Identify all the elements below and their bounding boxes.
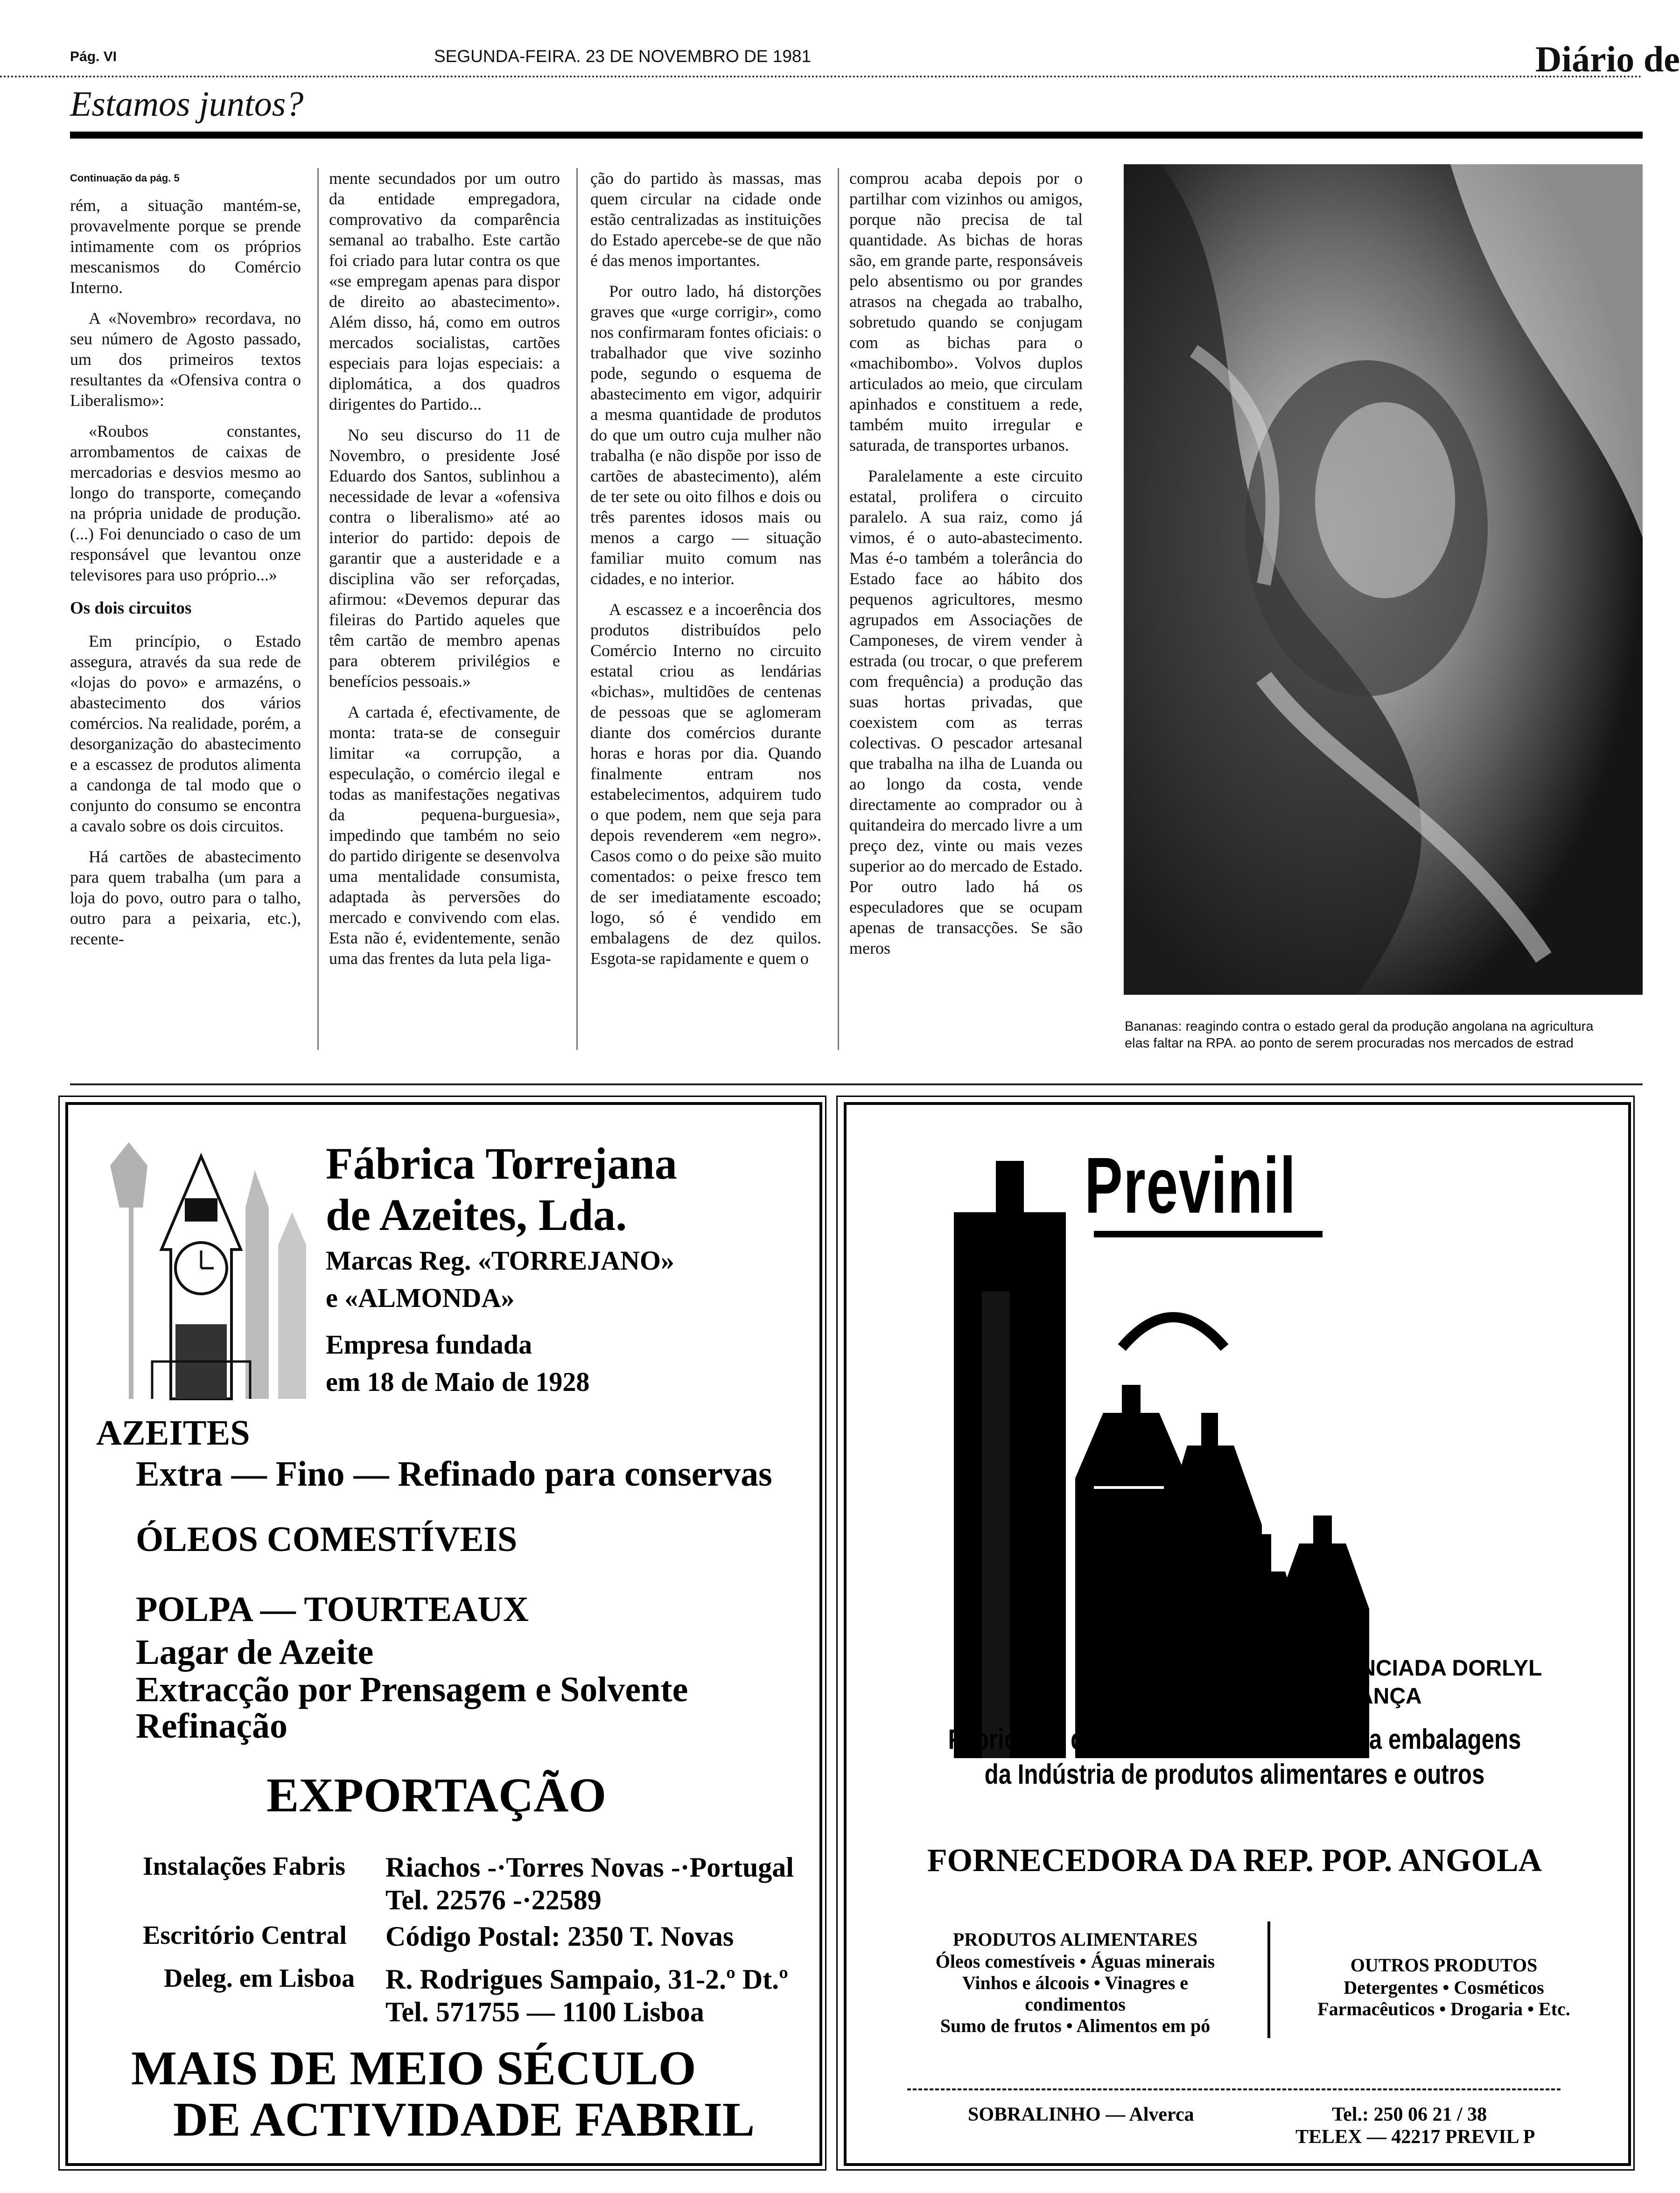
extraccao-line: Extracção por Prensagem e Solvente	[136, 1670, 688, 1709]
column-rule	[576, 168, 578, 1050]
article-column-3	[590, 168, 821, 1055]
newspaper-logo: Diário de	[1535, 39, 1680, 79]
alimentares-line: Óleos comestíveis • Águas minerais	[935, 1951, 1215, 1972]
paragraph: A cartada é, efectivamente, de monta: trata-se de conseguir limitar «a corrupção, a especulação, o comércio ilegal e todas as manifestações negativas da pequena-burguesia», impedindo que também no seio do partido dirigente se desenvolva uma mentalidade consumista, adaptada às perversões do mercado e convivendo com elas. Esta não é, evidentemente, senão uma das frentes da luta pela liga-	[329, 703, 560, 968]
azeites-types: Extra — Fino — Refinado para conservas	[136, 1454, 772, 1494]
fornecedora-line: FORNECEDORA DA REP. POP. ANGOLA	[927, 1843, 1542, 1879]
lagar-line: Lagar de Azeite	[136, 1633, 374, 1672]
quote-paragraph: «Roubos constantes, arrombamentos de caixas de mercadorias e desvios mesmo ao longo do transporte, começando na própria unidade de produção. (...) Foi denunciado o caso de um responsável que levantou onze televisores para uso próprio...»	[70, 422, 301, 584]
refinacao-line: Refinação	[136, 1706, 288, 1746]
subheading: Os dois circuitos	[70, 599, 192, 618]
photo-caption	[1125, 1018, 1643, 1052]
company-name: Fábrica Torrejana	[326, 1138, 677, 1188]
page-number: Pág. VI	[70, 49, 117, 64]
paragraph: comprou acaba depois por o partilhar com vizinhos ou amigos, porque não precisa de tal quantidade. As bichas de horas são, em grande parte, responsáveis pelo absentismo ou por grandes atrasos na chegada ao trabalho, sobretudo quando se conjugam com as bichas para o «machibombo». Volvos duplos articulados ao meio, que circulam apinhados e constituem a rede, também muito irregular e saturada, de transportes urbanos.	[849, 169, 1083, 454]
article-column-1	[70, 168, 301, 1055]
contact-label: Instalações Fabris	[143, 1852, 345, 1881]
header-rule	[70, 132, 1643, 139]
company-name-2: de Azeites, Lda.	[326, 1190, 627, 1240]
licence-line: LICENCIADA DORLYL	[1309, 1656, 1542, 1681]
contact-line: Código Postal: 2350 T. Novas	[385, 1921, 734, 1952]
alimentares-line: condimentos	[1025, 1994, 1126, 2015]
contact-label: Escritório Central	[143, 1921, 347, 1950]
location-line: SOBRALINHO — Alverca	[968, 2104, 1194, 2125]
outros-line: Detergentes • Cosméticos	[1344, 1977, 1544, 1998]
oleos-line: ÓLEOS COMESTÍVEIS	[136, 1520, 518, 1559]
issue-date: SEGUNDA-FEIRA. 23 DE NOVEMBRO DE 1981	[434, 47, 812, 66]
paragraph: A «Novembro» recordava, no seu número de Agosto passado, um dos primeiros textos resultantes da «Ofensiva contra o Liberalismo»:	[70, 309, 301, 410]
page-header	[0, 0, 1680, 140]
fabricante-line: Fabricante de compostos de P.V.C. para embalagens	[948, 1724, 1521, 1755]
article-column-4	[849, 168, 1083, 1055]
paragraph: Em princípio, o Estado assegura, através da sua rede de «lojas do povo» e armazéns, o abastecimento dos vários comércios. Na realidade, porém, a desorganização do abastecimento e a escassez de produtos alimenta a candonga de tal modo que o conjunto do consumo se encontra a cavalo sobre os dois circuitos.	[70, 632, 301, 835]
previnil-logo: Previnil	[1085, 1141, 1296, 1230]
paragraph: Há cartões de abastecimento para quem trabalha (um para a loja do povo, outro para o talho, outro para a peixaria, etc.), recente-	[70, 847, 301, 948]
column-rule	[317, 168, 319, 1050]
caption-line: Bananas: reagindo contra o estado geral da produção angolana na agricultura	[1125, 1019, 1594, 1034]
contact-line: Riachos -·Torres Novas -·Portugal	[385, 1852, 794, 1883]
azeites-heading: AZEITES	[96, 1413, 250, 1453]
paragraph: A escassez e a incoerência dos produtos distribuídos pelo Comércio Interno no circuito estatal criou as lendárias «bichas», multidões de centenas de pessoas que se aglomeram diante dos comércios durante horas e horas por dia. Quando finalmente entram nos estabelecimentos, adquirem tudo o que podem, nem que seja para depois revenderem «em negro». Casos como o do peixe são muito comentados: o peixe fresco tem de ser imediatamente escoado; logo, só é vendido em embalagens de dez quilos. Esgota-se rapidamente e quem o	[590, 600, 821, 968]
fabricante-line: da Indústria de produtos alimentares e outros	[984, 1759, 1485, 1790]
header-dotted-rule	[0, 76, 1643, 77]
paragraph: Paralelamente a este circuito estatal, prolifera o circuito paralelo. A sua raiz, como já vimos, é o auto-abastecimento. Mas é-o também a tolerância do Estado face ao hábito dos pequenos agricultores, mesmo agrupados em Associações de Camponeses, de virem vender à estrada (ou trocar, o que preferem com frequência) a produção das suas hortas privadas, que coexistem com as terras colectivas. O pescador artesanal que trabalha na ilha de Luanda ou ao longo da costa, vende directamente ao comprador ou à quitandeira do mercado livre a um preço dez, vinte ou mais vezes superior ao do mercado de Estado. Por outro lado há os especuladores que se ocupam apenas de transacções. Se são meros	[849, 467, 1083, 957]
torrejana-advertisement	[65, 1102, 822, 2166]
outros-title: OUTROS PRODUTOS	[1350, 1955, 1538, 1976]
slogan-line: MAIS DE MEIO SÉCULO	[131, 2041, 696, 2095]
paragraph: No seu discurso do 11 de Novembro, o presidente José Eduardo dos Santos, sublinhou a necessidade de levar a «ofensiva contra o liberalismo» até ao interior do partido: depois de garantir que a austeridade e a disciplina vão ser reforçadas, afirmou: «Devemos depurar das fileiras do Partido aqueles que têm cartão de membro apenas para obterem privilégios e benefícios pessoais.»	[329, 426, 560, 691]
brands-line: e «ALMONDA»	[326, 1283, 515, 1313]
previnil-advertisement	[844, 1102, 1631, 2166]
contact-line: Tel. 22576 -·22589	[385, 1885, 602, 1915]
licence-line: – FRANÇA	[1309, 1684, 1422, 1709]
paragraph: Por outro lado, há distorções graves que «urge corrigir», como nos confirmaram fontes oficiais: o trabalhador que vive sozinho pode, segundo o esquema de abastecimento em vigor, adquirir a mesma quantidade de produtos do que um outro cuja mulher não trabalha (e não dispõe por isso de cartões de abastecimento), além de ter sete ou oito filhos e dois ou três parentes idosos mais ou menos a cargo — situação familiar muito comum nas cidades, e no interior.	[590, 282, 821, 588]
paragraph: mente secundados por um outro da entidade empregadora, comprovativo da comparência semanal ao trabalho. Este cartão foi criado para lutar contra os que «se empregam apenas para dispor de direito ao abastecimento». Além disso, há, como em outros mercados socialistas, cartões especiais para lojas especiais: a diplomática, a dos quadros dirigentes do Partido...	[329, 169, 560, 413]
slogan-line: DE ACTIVIDADE FABRIL	[173, 2093, 755, 2146]
brands-line: Marcas Reg. «TORREJANO»	[326, 1245, 674, 1276]
alimentares-title: PRODUTOS ALIMENTARES	[952, 1929, 1198, 1950]
paragraph: ção do partido às massas, mas quem circular na cidade onde estão centralizadas as instituições do Estado apercebe-se de que não é das menos importantes.	[590, 169, 821, 270]
outros-line: Farmacêuticos • Drogaria • Etc.	[1317, 1998, 1570, 2019]
continued-note: Continuação da pág. 5	[70, 172, 180, 184]
exportacao-heading: EXPORTAÇÃO	[266, 1768, 607, 1822]
founded-line: Empresa fundada	[326, 1329, 532, 1360]
polpa-line: POLPA — TOURTEAUX	[136, 1590, 529, 1629]
contact-line: Tel. 571755 — 1100 Lisboa	[385, 1997, 704, 2027]
alimentares-line: Sumo de frutos • Alimentos em pó	[940, 2015, 1211, 2036]
telex-line: TELEX — 42217 PREVIL P	[1295, 2126, 1535, 2148]
contact-label: Deleg. em Lisboa	[164, 1964, 355, 1993]
clock-tower-illustration	[91, 1128, 311, 1399]
article-column-2	[329, 168, 560, 1055]
contact-line: R. Rodrigues Sampaio, 31-2.º Dt.º	[385, 1964, 788, 1995]
tel-line: Tel.: 250 06 21 / 38	[1332, 2104, 1487, 2125]
alimentares-line: Vinhos e álcoois • Vinagres e	[962, 1972, 1189, 1993]
section-divider	[70, 1083, 1643, 1085]
bananas-photo	[1124, 164, 1643, 995]
founded-line: em 18 de Maio de 1928	[326, 1367, 590, 1397]
column-rule	[838, 168, 839, 1050]
products-divider	[1267, 1921, 1270, 2038]
section-title: Estamos juntos?	[70, 84, 304, 124]
caption-line: elas faltar na RPA. ao ponto de serem procuradas nos mercados de estrad	[1125, 1036, 1574, 1051]
paragraph: rém, a situação mantém-se, provavelmente porque se prende intimamente com os próprios mescanismos do Comércio Interno.	[70, 196, 301, 297]
footer-rule	[907, 2088, 1561, 2090]
